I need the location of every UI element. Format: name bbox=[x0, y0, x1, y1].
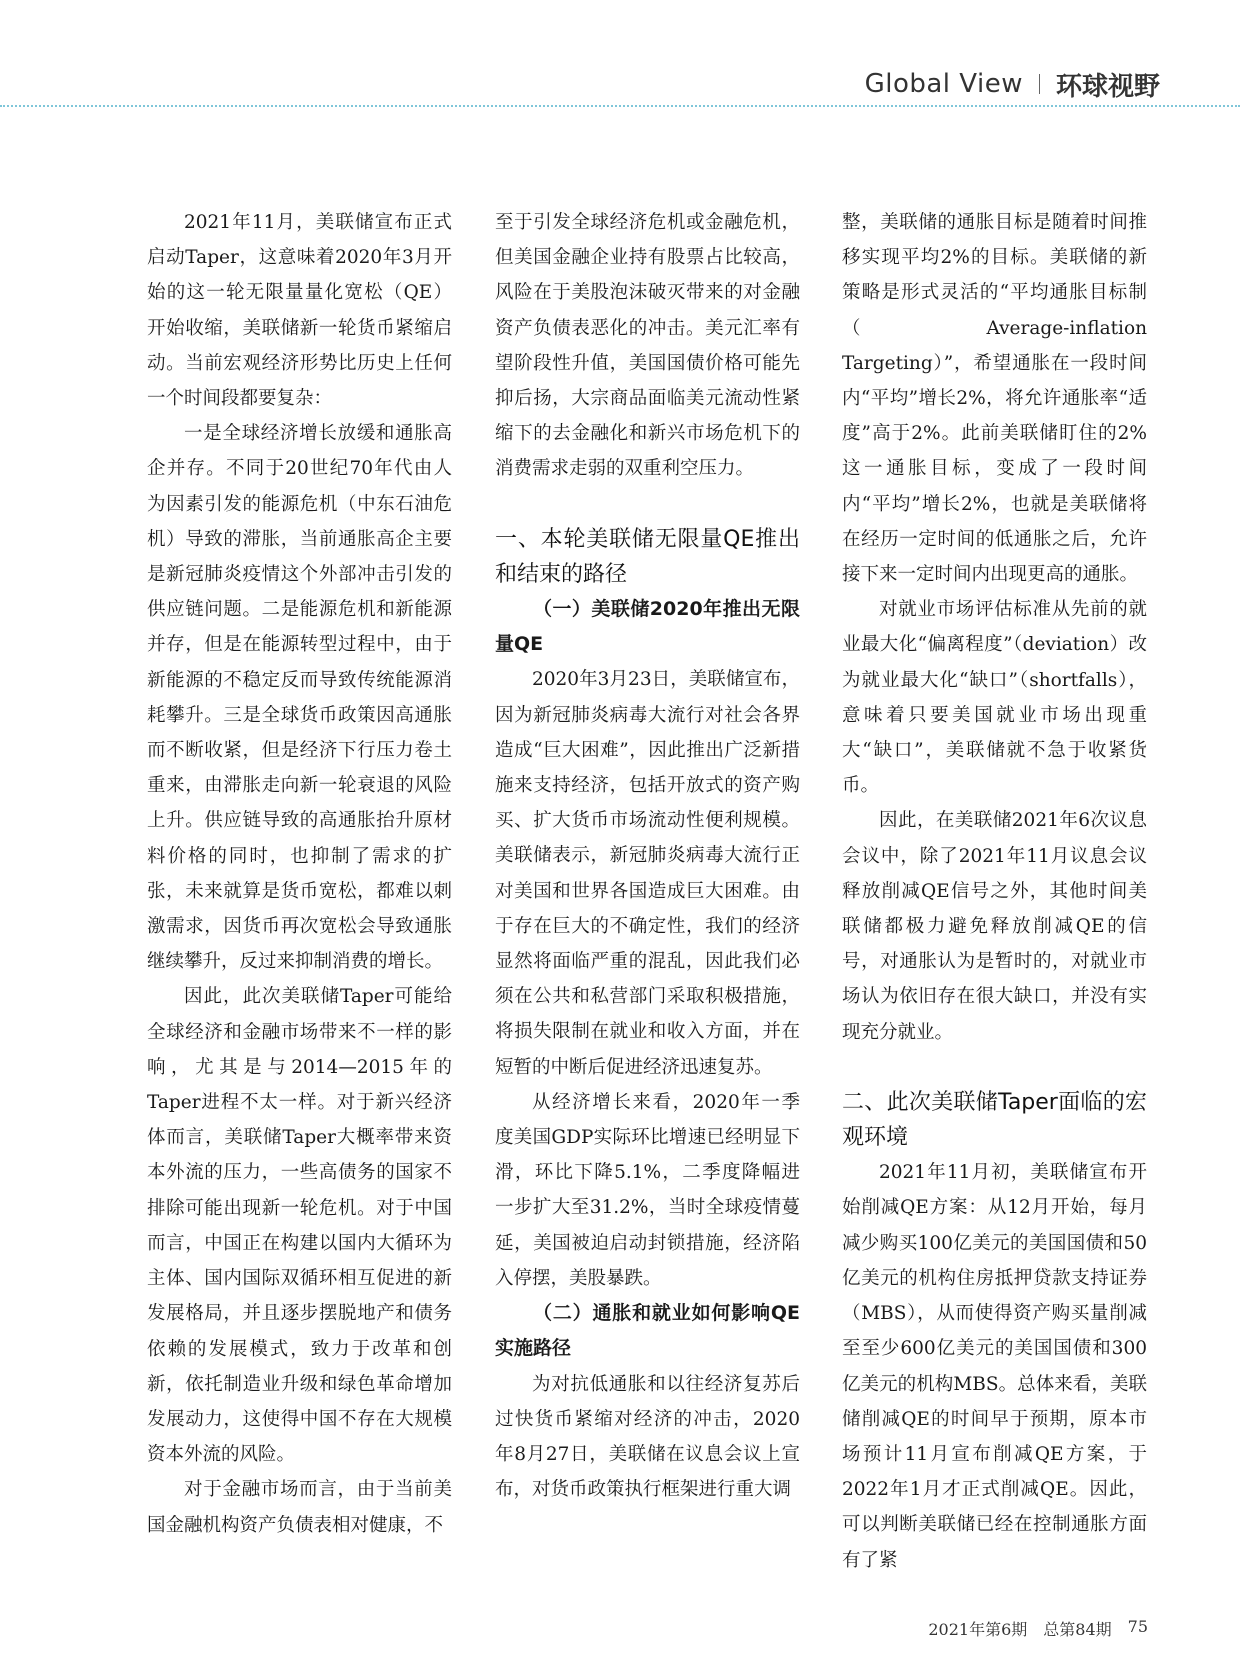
running-header bbox=[865, 64, 1160, 104]
column-3 bbox=[842, 205, 1147, 1578]
issue-number: 2021年第6期 bbox=[928, 1620, 1028, 1639]
paragraph: 对就业市场评估标准从先前的就业最大化“偏离程度”（deviation）改为就业最大化“缺口”（shortfalls），意味着只要美国就业市场出现重大“缺口”，美联储就不急于收紧货币。 bbox=[842, 599, 1147, 797]
column-2 bbox=[495, 205, 800, 1507]
subsection-heading: （一）美联储2020年推出无限量QE bbox=[495, 598, 800, 656]
page-number: 75 bbox=[1127, 1617, 1148, 1636]
section-heading: 二、此次美联储Taper面临的宏观环境 bbox=[842, 1089, 1147, 1151]
subsection-heading: （二）通胀和就业如何影响QE实施路径 bbox=[495, 1302, 800, 1360]
paragraph: 从经济增长来看，2020年一季度美国GDP实际环比增速已经明显下滑，环比下降5.1%，二季度降幅进一步扩大至31.2%，当时全球疫情蔓延，美国被迫启动封锁措施，经济陷入停摆，美股暴跌。 bbox=[495, 1091, 800, 1289]
section-title-en: Global View bbox=[864, 69, 1023, 99]
column-1 bbox=[147, 205, 452, 1543]
spacer bbox=[495, 487, 800, 522]
header-dotted-rule bbox=[0, 105, 1240, 107]
paragraph: 一是全球经济增长放缓和通胀高企并存。不同于20世纪70年代由人为因素引发的能源危机（中东石油危机）导致的滞胀，当前通胀高企主要是新冠肺炎疫情这个外部冲击引发的供应链问题。二是能源危机和新能源并存，但是在能源转型过程中，由于新能源的不稳定反而导致传统能源消耗攀升。三是全球货币政策因高通胀而不断收紧，但是经济下行压力卷土重来，由滞胀走向新一轮衰退的风险上升。供应链导致的高通胀抬升原材料价格的同时，也抑制了需求的扩张，未来就算是货币宽松，都难以刺激需求，因货币再次宽松会导致通胀继续攀升，反过来抑制消费的增长。 bbox=[147, 423, 452, 973]
section-heading: 一、本轮美联储无限量QE推出和结束的路径 bbox=[495, 526, 800, 587]
spacer bbox=[842, 1050, 1147, 1085]
paragraph: 2020年3月23日，美联储宣布，因为新冠肺炎病毒大流行对社会各界造成“巨大困难”，因此推出广泛新措施来支持经济，包括开放式的资产购买、扩大货币市场流动性便利规模。美联储表示，新冠肺炎病毒大流行正对美国和世界各国造成巨大困难。由于存在巨大的不确定性，我们的经济显然将面临严重的混乱，因此我们必须在公共和私营部门采取积极措施，将损失限制在就业和收入方面，并在短暂的中断后促进经济迅速复苏。 bbox=[495, 669, 800, 1078]
paragraph: 为对抗低通胀和以往经济复苏后过快货币紧缩对经济的冲击，2020年8月27日，美联储在议息会议上宣布，对货币政策执行框架进行重大调 bbox=[495, 1373, 800, 1501]
paragraph: 至于引发全球经济危机或金融危机，但美国金融企业持有股票占比较高，风险在于美股泡沫破灭带来的对金融资产负债表恶化的冲击。美元汇率有望阶段性升值，美国国债价格可能先抑后扬，大宗商品面临美元流动性紧缩下的去金融化和新兴市场危机下的消费需求走弱的双重利空压力。 bbox=[495, 212, 800, 480]
section-title-cn: 环球视野 bbox=[1055, 71, 1160, 102]
paragraph: 因此，此次美联储Taper可能给全球经济和金融市场带来不一样的影响，尤其是与2014—2015年的Taper进程不太一样。对于新兴经济体而言，美联储Taper大概率带来资本外流的压力，一些高债务的国家不排除可能出现新一轮危机。对于中国而言，中国正在构建以国内大循环为主体、国内国际双循环相互促进的新发展格局，并且逐步摆脱地产和债务依赖的发展模式，致力于改革和创新，依托制造业升级和绿色革命增加发展动力，这使得中国不存在大规模资本外流的风险。 bbox=[147, 986, 452, 1466]
paragraph: 对于金融市场而言，由于当前美国金融机构资产负债表相对健康，不 bbox=[147, 1479, 452, 1536]
page-footer bbox=[928, 1617, 1148, 1640]
paragraph: 2021年11月初，美联储宣布开始削减QE方案：从12月开始，每月减少购买100亿美元的美国国债和50亿美元的机构住房抵押贷款支持证券（MBS），从而使得资产购买量削减至至少600亿美元的美国国债和300亿美元的机构MBS。总体来看，美联储削减QE的时间早于预期，原本市场预计11月宣布削减QE方案，于2022年1月才正式削减QE。因此，可以判断美联储已经在控制通胀方面有了紧 bbox=[842, 1162, 1147, 1571]
paragraph: 因此，在美联储2021年6次议息会议中，除了2021年11月议息会议释放削减QE信号之外，其他时间美联储都极力避免释放削减QE的信号，对通胀认为是暂时的，对就业市场认为依旧存在很大缺口，并没有实现充分就业。 bbox=[842, 810, 1147, 1043]
total-issue-number: 总第84期 bbox=[1043, 1620, 1112, 1639]
paragraph: 整，美联储的通胀目标是随着时间推移实现平均2%的目标。美联储的新策略是形式灵活的“平均通胀目标制（Average-inflation Targeting）”，希望通胀在一段时间内“平均”增长2%，将允许通胀率“适度”高于2%。此前美联储盯住的2%这一通胀目标，变成了一段时间内“平均”增长2%，也就是美联储将在经历一定时间的低通胀之后，允许接下来一定时间内出现更高的通胀。 bbox=[842, 212, 1147, 586]
header-divider bbox=[1039, 74, 1040, 94]
paragraph: 2021年11月，美联储宣布正式启动Taper，这意味着2020年3月开始的这一轮无限量量化宽松（QE）开始收缩，美联储新一轮货币紧缩启动。当前宏观经济形势比历史上任何一个时间段都要复杂： bbox=[147, 212, 452, 410]
